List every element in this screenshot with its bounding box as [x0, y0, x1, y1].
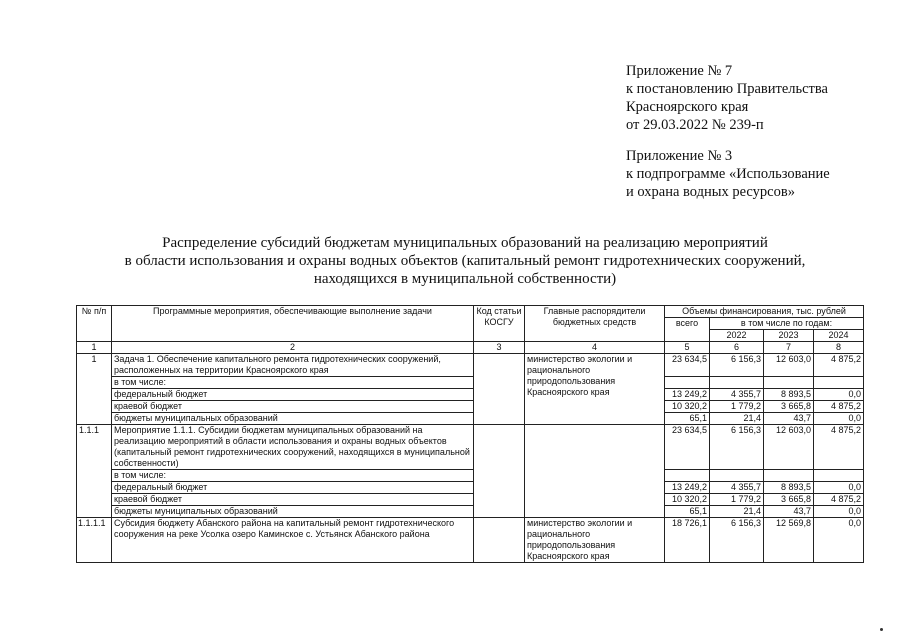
scan-dot [880, 628, 883, 631]
header-year: 2024 [814, 330, 864, 342]
cell-2023: 8 893,5 [764, 482, 814, 494]
row-label: в том числе: [112, 470, 474, 482]
cell-2023: 3 665,8 [764, 494, 814, 506]
row-manager: министерство экологии и рационального природопользования Красноярского края [525, 518, 665, 563]
cell-2024: 0,0 [814, 413, 864, 425]
row-label: в том числе: [112, 377, 474, 389]
cell-2022 [710, 377, 764, 389]
cell-total: 23 634,5 [665, 425, 710, 470]
header-line: к подпрограмме «Использование [626, 166, 830, 182]
col-number: 2 [112, 342, 474, 354]
header-funding: Объемы финансирования, тыс. рублей [665, 306, 864, 318]
cell-2023: 3 665,8 [764, 401, 814, 413]
row-manager [525, 425, 665, 518]
table-row [77, 377, 864, 389]
cell-2023: 12 603,0 [764, 354, 814, 377]
cell-2024: 4 875,2 [814, 494, 864, 506]
cell-2022: 6 156,3 [710, 354, 764, 377]
cell-2024 [814, 377, 864, 389]
title-line: находящихся в муниципальной собственности) [313, 271, 617, 287]
table-row [77, 354, 864, 377]
header-program: Программные мероприятия, обеспечивающие выполнение задачи [112, 306, 474, 342]
col-number: 4 [525, 342, 665, 354]
col-number: 7 [764, 342, 814, 354]
header-line: Красноярского края [626, 99, 749, 115]
cell-2024: 4 875,2 [814, 401, 864, 413]
cell-2022: 1 779,2 [710, 401, 764, 413]
cell-total: 65,1 [665, 413, 710, 425]
table-row [77, 389, 864, 401]
table-row [77, 413, 864, 425]
row-text: Субсидия бюджету Абанского района на капитальный ремонт гидротехнического сооружения на реке Усолка озеро Каминское с. Устьянск Абанского района [112, 518, 474, 563]
table-row [77, 494, 864, 506]
cell-total: 10 320,2 [665, 401, 710, 413]
cell-2023: 43,7 [764, 413, 814, 425]
header-by-year: в том числе по годам: [710, 318, 864, 330]
header-line: Приложение № 7 [626, 63, 733, 79]
cell-total: 13 249,2 [665, 389, 710, 401]
table-row [77, 470, 864, 482]
row-label: бюджеты муниципальных образований [112, 413, 474, 425]
cell-2023: 12 569,8 [764, 518, 814, 563]
col-number: 6 [710, 342, 764, 354]
cell-total: 23 634,5 [665, 354, 710, 377]
header-line: Приложение № 3 [626, 148, 733, 164]
table-header-row [77, 306, 864, 318]
row-label: краевой бюджет [112, 494, 474, 506]
row-label: федеральный бюджет [112, 482, 474, 494]
cell-total [665, 470, 710, 482]
header-kosgu: Код статьи КОСГУ [474, 306, 525, 342]
cell-2022 [710, 470, 764, 482]
cell-total: 65,1 [665, 506, 710, 518]
header-year: 2022 [710, 330, 764, 342]
cell-2024: 0,0 [814, 518, 864, 563]
column-number-row [77, 342, 864, 354]
cell-2024: 0,0 [814, 482, 864, 494]
row-text: Задача 1. Обеспечение капитального ремонта гидротехнических сооружений, расположенных на территории Красноярского края [112, 354, 474, 377]
cell-2024: 0,0 [814, 389, 864, 401]
table-row [77, 518, 864, 563]
row-num: 1 [77, 354, 112, 425]
title-line: Распределение субсидий бюджетам муниципальных образований на реализацию мероприятий [162, 235, 768, 251]
header-line: и охрана водных ресурсов» [626, 184, 795, 200]
cell-2022: 4 355,7 [710, 482, 764, 494]
row-label: краевой бюджет [112, 401, 474, 413]
cell-2022: 6 156,3 [710, 425, 764, 470]
col-number: 8 [814, 342, 864, 354]
row-num: 1.1.1.1 [77, 518, 112, 563]
row-label: федеральный бюджет [112, 389, 474, 401]
header-num: № п/п [77, 306, 112, 342]
cell-2023 [764, 470, 814, 482]
row-num: 1.1.1 [77, 425, 112, 518]
row-manager: министерство экологии и рационального природопользования Красноярского края [525, 354, 665, 425]
col-number: 3 [474, 342, 525, 354]
cell-2024: 4 875,2 [814, 354, 864, 377]
cell-total: 10 320,2 [665, 494, 710, 506]
cell-2023: 43,7 [764, 506, 814, 518]
row-kosgu [474, 354, 525, 425]
title-line: в области использования и охраны водных объектов (капитальный ремонт гидротехнических сооружений, [124, 253, 806, 269]
cell-2024 [814, 470, 864, 482]
cell-total [665, 377, 710, 389]
cell-2022: 1 779,2 [710, 494, 764, 506]
cell-total: 18 726,1 [665, 518, 710, 563]
header-total: всего [665, 318, 710, 342]
document-title [120, 234, 810, 288]
cell-2022: 21,4 [710, 413, 764, 425]
row-kosgu [474, 425, 525, 518]
subsidy-distribution-table [76, 305, 864, 563]
cell-2024: 0,0 [814, 506, 864, 518]
cell-2022: 4 355,7 [710, 389, 764, 401]
table-row [77, 506, 864, 518]
col-number: 1 [77, 342, 112, 354]
header-managers: Главные распорядители бюджетных средств [525, 306, 665, 342]
cell-total: 13 249,2 [665, 482, 710, 494]
appendix-3-header [626, 147, 830, 201]
cell-2024: 4 875,2 [814, 425, 864, 470]
header-year: 2023 [764, 330, 814, 342]
header-line: от 29.03.2022 № 239-п [626, 117, 764, 133]
cell-2023 [764, 377, 814, 389]
table-row [77, 401, 864, 413]
appendix-7-header [626, 62, 828, 134]
table-row [77, 425, 864, 470]
table-row [77, 482, 864, 494]
header-line: к постановлению Правительства [626, 81, 828, 97]
cell-2022: 6 156,3 [710, 518, 764, 563]
col-number: 5 [665, 342, 710, 354]
row-text: Мероприятие 1.1.1. Субсидии бюджетам муниципальных образований на реализацию мероприятий в области использования и охраны водных объектов (капитальный ремонт гидротехнических сооружений, находящихся в муниципальной собственности) [112, 425, 474, 470]
cell-2022: 21,4 [710, 506, 764, 518]
cell-2023: 8 893,5 [764, 389, 814, 401]
row-kosgu [474, 518, 525, 563]
cell-2023: 12 603,0 [764, 425, 814, 470]
row-label: бюджеты муниципальных образований [112, 506, 474, 518]
